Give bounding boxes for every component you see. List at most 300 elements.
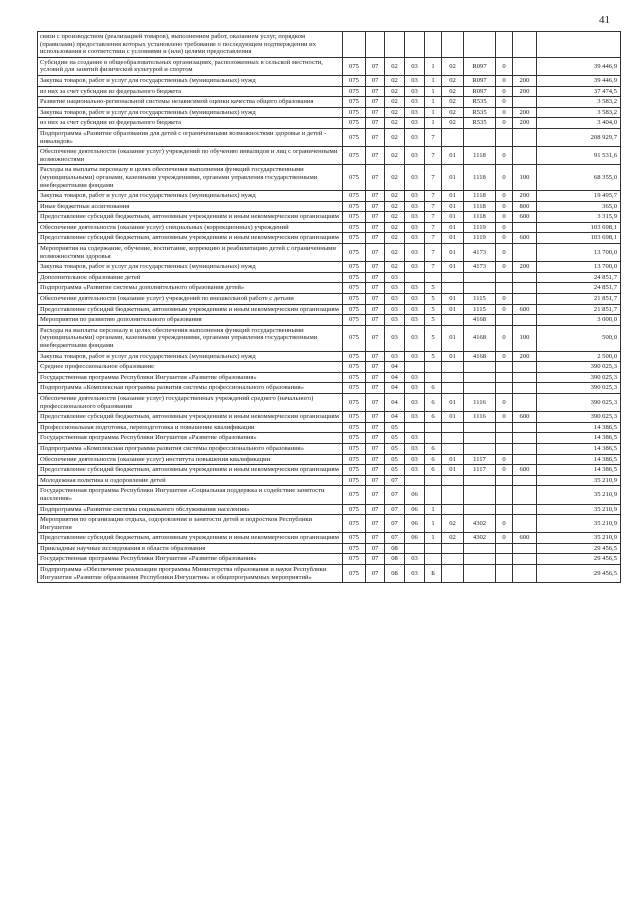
code-cell-c2: 07	[366, 362, 385, 373]
code-cell-c3: 02	[385, 97, 405, 108]
code-cell-c3: 02	[385, 212, 405, 223]
row-name: Субсидии на создание в общеобразовательных организациях, расположенных в сельской местности, условий для занятий физической культурой и спортом	[38, 57, 343, 75]
code-cell-c3: 03	[385, 294, 405, 305]
code-cell-c1: 075	[343, 543, 366, 554]
code-cell-c5	[425, 554, 442, 565]
code-cell-c1: 075	[343, 272, 366, 283]
table-row	[38, 294, 621, 305]
code-cell-c8	[496, 372, 513, 383]
code-cell-c2: 07	[366, 165, 385, 191]
code-cell-c7: 1117	[464, 454, 496, 465]
code-cell-c4: 03	[405, 233, 425, 244]
code-cell-c8: 0	[496, 57, 513, 75]
code-cell-c1: 075	[343, 283, 366, 294]
code-cell-c4: 03	[405, 97, 425, 108]
code-cell-c5: 6	[425, 443, 442, 454]
table-row	[38, 244, 621, 262]
code-cell-c6: 01	[442, 191, 464, 202]
code-cell-c8: 0	[496, 201, 513, 212]
code-cell-c6: 01	[442, 201, 464, 212]
code-cell-c2: 07	[366, 212, 385, 223]
code-cell-c7	[464, 543, 496, 554]
code-cell-c1: 075	[343, 475, 366, 486]
code-cell-c3: 04	[385, 383, 405, 394]
code-cell-c8: 0	[496, 75, 513, 86]
code-cell-c9: 200	[513, 191, 537, 202]
code-cell-c7: 4168	[464, 325, 496, 351]
amount-cell: 13 700,0	[537, 244, 621, 262]
code-cell-c8	[496, 32, 513, 58]
code-cell-c5: 6	[425, 465, 442, 476]
code-cell-c1: 075	[343, 107, 366, 118]
code-cell-c2: 07	[366, 443, 385, 454]
code-cell-c3: 03	[385, 325, 405, 351]
budget-table	[37, 31, 621, 583]
table-row	[38, 97, 621, 108]
code-cell-c6: 01	[442, 412, 464, 423]
code-cell-c3: 03	[385, 304, 405, 315]
code-cell-c4: 03	[405, 262, 425, 273]
code-cell-c2: 07	[366, 433, 385, 444]
code-cell-c9: 200	[513, 118, 537, 129]
code-cell-c9: 600	[513, 212, 537, 223]
code-cell-c3: 08	[385, 543, 405, 554]
code-cell-c1: 075	[343, 86, 366, 97]
amount-cell: 68 355,0	[537, 165, 621, 191]
code-cell-c4: 03	[405, 465, 425, 476]
code-cell-c4: 03	[405, 304, 425, 315]
code-cell-c7	[464, 32, 496, 58]
code-cell-c2: 07	[366, 128, 385, 146]
table-row	[38, 315, 621, 326]
code-cell-c3: 02	[385, 222, 405, 233]
row-name: Предоставление субсидий бюджетным, автономным учреждениям и иным некоммерческим организациям	[38, 533, 343, 544]
code-cell-c7: 1119	[464, 233, 496, 244]
code-cell-c9	[513, 504, 537, 515]
code-cell-c5: 6	[425, 454, 442, 465]
code-cell-c8: 0	[496, 262, 513, 273]
code-cell-c9: 200	[513, 107, 537, 118]
code-cell-c1: 075	[343, 315, 366, 326]
code-cell-c4	[405, 422, 425, 433]
code-cell-c6	[442, 433, 464, 444]
code-cell-c3: 05	[385, 443, 405, 454]
code-cell-c2: 07	[366, 86, 385, 97]
code-cell-c7: R097	[464, 86, 496, 97]
amount-cell: 35 210,9	[537, 533, 621, 544]
code-cell-c7: 1119	[464, 222, 496, 233]
code-cell-c4: 03	[405, 86, 425, 97]
code-cell-c6: 02	[442, 533, 464, 544]
code-cell-c6: 01	[442, 222, 464, 233]
row-name: Закупка товаров, работ и услуг для государственных (муниципальных) нужд	[38, 262, 343, 273]
code-cell-c6: 01	[442, 147, 464, 165]
row-name: Подпрограмма «Развитие образования для детей с ограниченными возможностями здоровья и детей - инвалидов»	[38, 128, 343, 146]
code-cell-c1: 075	[343, 372, 366, 383]
amount-cell: 24 851,7	[537, 272, 621, 283]
code-cell-c8	[496, 383, 513, 394]
code-cell-c3: 05	[385, 433, 405, 444]
code-cell-c5	[425, 362, 442, 373]
code-cell-c9	[513, 372, 537, 383]
row-name: Обеспечение деятельности (оказание услуг) института повышения квалификации	[38, 454, 343, 465]
code-cell-c9	[513, 128, 537, 146]
table-row	[38, 75, 621, 86]
row-name: Мероприятия на содержание, обучение, воспитание, коррекцию и реабилитацию детей с ограниченными возможностями здоровья	[38, 244, 343, 262]
code-cell-c4: 03	[405, 433, 425, 444]
code-cell-c8: 0	[496, 233, 513, 244]
code-cell-c5: 1	[425, 75, 442, 86]
code-cell-c6: 02	[442, 118, 464, 129]
code-cell-c5: 7	[425, 262, 442, 273]
code-cell-c7	[464, 422, 496, 433]
row-name: Подпрограмма «Комплексная программа развития системы профессионального образования»	[38, 383, 343, 394]
code-cell-c8	[496, 504, 513, 515]
code-cell-c7	[464, 443, 496, 454]
code-cell-c2: 07	[366, 465, 385, 476]
code-cell-c6	[442, 543, 464, 554]
code-cell-c3: 02	[385, 147, 405, 165]
code-cell-c3: 02	[385, 75, 405, 86]
code-cell-c6: 01	[442, 393, 464, 411]
code-cell-c2: 07	[366, 304, 385, 315]
code-cell-c7: 1115	[464, 294, 496, 305]
code-cell-c2: 07	[366, 118, 385, 129]
code-cell-c6	[442, 372, 464, 383]
code-cell-c4: 03	[405, 325, 425, 351]
row-name: Предоставление субсидий бюджетным, автономным учреждениям и иным некоммерческим организациям	[38, 304, 343, 315]
row-name: из них за счет субсидии из федерального бюджета	[38, 86, 343, 97]
code-cell-c2: 07	[366, 57, 385, 75]
table-row	[38, 475, 621, 486]
table-row	[38, 486, 621, 504]
table-row	[38, 422, 621, 433]
amount-cell: 500,0	[537, 325, 621, 351]
code-cell-c6	[442, 475, 464, 486]
row-name: Прикладные научные исследования в области образования	[38, 543, 343, 554]
code-cell-c9: 600	[513, 412, 537, 423]
code-cell-c9: 600	[513, 304, 537, 315]
code-cell-c2: 07	[366, 244, 385, 262]
code-cell-c5: 1	[425, 97, 442, 108]
amount-cell: 35 210,9	[537, 475, 621, 486]
amount-cell	[537, 32, 621, 58]
code-cell-c6	[442, 383, 464, 394]
code-cell-c2: 07	[366, 533, 385, 544]
code-cell-c5	[425, 543, 442, 554]
code-cell-c2: 07	[366, 412, 385, 423]
amount-cell: 390 025,3	[537, 383, 621, 394]
row-name: Закупка товаров, работ и услуг для государственных (муниципальных) нужд	[38, 107, 343, 118]
code-cell-c1: 075	[343, 533, 366, 544]
code-cell-c9	[513, 57, 537, 75]
code-cell-c6	[442, 422, 464, 433]
row-name: Подпрограмма «Обеспечение реализации программы Министерства образования и науки Республики Ингушетия «Развитие образования Республики Ингушетия» и общепрограммных мероприятий»	[38, 565, 343, 583]
code-cell-c2: 07	[366, 191, 385, 202]
code-cell-c7: 1118	[464, 212, 496, 223]
code-cell-c3: 04	[385, 412, 405, 423]
row-name: Подпрограмма «Развитие системы дополнительного образования детей»	[38, 283, 343, 294]
code-cell-c9: 200	[513, 262, 537, 273]
code-cell-c1: 075	[343, 325, 366, 351]
code-cell-c4: 03	[405, 565, 425, 583]
amount-cell: 29 456,5	[537, 565, 621, 583]
amount-cell: 24 851,7	[537, 283, 621, 294]
code-cell-c6: 01	[442, 165, 464, 191]
code-cell-c5: 6	[425, 412, 442, 423]
amount-cell: 35 210,9	[537, 486, 621, 504]
code-cell-c8: 0	[496, 465, 513, 476]
table-row	[38, 201, 621, 212]
code-cell-c2: 07	[366, 147, 385, 165]
code-cell-c1: 075	[343, 515, 366, 533]
code-cell-c7	[464, 372, 496, 383]
code-cell-c1: 075	[343, 393, 366, 411]
code-cell-c6: 01	[442, 465, 464, 476]
code-cell-c7: 1117	[464, 465, 496, 476]
code-cell-c1: 075	[343, 262, 366, 273]
code-cell-c6: 01	[442, 325, 464, 351]
code-cell-c8: 0	[496, 294, 513, 305]
row-name: Молодежная политика и оздоровление детей	[38, 475, 343, 486]
code-cell-c7	[464, 475, 496, 486]
code-cell-c2: 07	[366, 504, 385, 515]
code-cell-c8	[496, 283, 513, 294]
code-cell-c1: 075	[343, 486, 366, 504]
code-cell-c4: 06	[405, 486, 425, 504]
code-cell-c5	[425, 486, 442, 504]
table-row	[38, 543, 621, 554]
code-cell-c9: 600	[513, 465, 537, 476]
table-row	[38, 433, 621, 444]
code-cell-c7: 1118	[464, 165, 496, 191]
code-cell-c8: 0	[496, 244, 513, 262]
code-cell-c9	[513, 32, 537, 58]
code-cell-c9: 100	[513, 325, 537, 351]
row-name: Обеспечение деятельности (оказание услуг) учреждений по обучению инвалидов и лиц с ограниченными возможностями	[38, 147, 343, 165]
code-cell-c6: 02	[442, 75, 464, 86]
code-cell-c8	[496, 128, 513, 146]
code-cell-c8	[496, 543, 513, 554]
code-cell-c4: 06	[405, 533, 425, 544]
code-cell-c3: 07	[385, 515, 405, 533]
code-cell-c6	[442, 315, 464, 326]
amount-cell: 29 456,5	[537, 554, 621, 565]
code-cell-c3: 02	[385, 165, 405, 191]
code-cell-c4: 03	[405, 57, 425, 75]
code-cell-c2: 07	[366, 107, 385, 118]
code-cell-c5: 7	[425, 222, 442, 233]
code-cell-c4: 03	[405, 75, 425, 86]
code-cell-c7	[464, 383, 496, 394]
table-row	[38, 351, 621, 362]
code-cell-c7: 1118	[464, 191, 496, 202]
code-cell-c9: 800	[513, 201, 537, 212]
code-cell-c6: 01	[442, 212, 464, 223]
code-cell-c4: 03	[405, 443, 425, 454]
code-cell-c3: 07	[385, 533, 405, 544]
code-cell-c1: 075	[343, 233, 366, 244]
code-cell-c8: 0	[496, 118, 513, 129]
row-name: Расходы на выплаты персоналу в целях обеспечения выполнения функций государственными (муниципальными) органами, казенными учреждениями, органами управления государственными внебюджетными фондами	[38, 325, 343, 351]
code-cell-c1: 075	[343, 165, 366, 191]
code-cell-c9: 200	[513, 75, 537, 86]
code-cell-c3: 02	[385, 57, 405, 75]
table-row	[38, 262, 621, 273]
code-cell-c9	[513, 222, 537, 233]
code-cell-c4: 03	[405, 283, 425, 294]
code-cell-c7: 1118	[464, 147, 496, 165]
code-cell-c8	[496, 422, 513, 433]
code-cell-c1: 075	[343, 554, 366, 565]
amount-cell: 39 446,9	[537, 75, 621, 86]
code-cell-c2: 07	[366, 283, 385, 294]
code-cell-c2: 07	[366, 475, 385, 486]
code-cell-c7	[464, 362, 496, 373]
table-row	[38, 412, 621, 423]
code-cell-c8	[496, 443, 513, 454]
code-cell-c3: 05	[385, 454, 405, 465]
code-cell-c9	[513, 244, 537, 262]
code-cell-c8: 0	[496, 515, 513, 533]
code-cell-c3: 04	[385, 393, 405, 411]
code-cell-c1: 075	[343, 118, 366, 129]
code-cell-c5: 7	[425, 233, 442, 244]
code-cell-c5: 1	[425, 57, 442, 75]
code-cell-c1: 075	[343, 465, 366, 476]
code-cell-c7: 4302	[464, 515, 496, 533]
code-cell-c1: 075	[343, 147, 366, 165]
code-cell-c5: 1	[425, 533, 442, 544]
code-cell-c7: 1116	[464, 393, 496, 411]
code-cell-c7	[464, 554, 496, 565]
code-cell-c6: 01	[442, 244, 464, 262]
row-name: Обеспечение деятельности (оказание услуг) учреждений по внешкольной работе с детьми	[38, 294, 343, 305]
code-cell-c5: 1	[425, 86, 442, 97]
row-name: Расходы на выплаты персоналу в целях обеспечения выполнения функций государственными (муниципальными) органами, казенными учреждениями, органами управления государственными внебюджетными фондами	[38, 165, 343, 191]
code-cell-c9	[513, 543, 537, 554]
code-cell-c1: 075	[343, 433, 366, 444]
table-row	[38, 304, 621, 315]
table-row	[38, 212, 621, 223]
code-cell-c9: 200	[513, 351, 537, 362]
code-cell-c1: 075	[343, 212, 366, 223]
code-cell-c6	[442, 504, 464, 515]
code-cell-c4: 03	[405, 165, 425, 191]
amount-cell: 390 025,3	[537, 362, 621, 373]
code-cell-c7: 1115	[464, 304, 496, 315]
code-cell-c7	[464, 486, 496, 504]
code-cell-c9	[513, 422, 537, 433]
code-cell-c5: 1	[425, 515, 442, 533]
amount-cell: 91 531,6	[537, 147, 621, 165]
amount-cell: 3 404,0	[537, 118, 621, 129]
code-cell-c4: 03	[405, 212, 425, 223]
code-cell-c8: 0	[496, 86, 513, 97]
amount-cell: 103 698,1	[537, 233, 621, 244]
table-row	[38, 383, 621, 394]
code-cell-c9	[513, 486, 537, 504]
code-cell-c9: 200	[513, 86, 537, 97]
row-name: Профессиональная подготовка, переподготовка и повышение квалификации	[38, 422, 343, 433]
code-cell-c2: 07	[366, 565, 385, 583]
amount-cell: 3 583,2	[537, 97, 621, 108]
code-cell-c1	[343, 32, 366, 58]
row-name: Предоставление субсидий бюджетным, автономным учреждениям и иным некоммерческим организациям	[38, 212, 343, 223]
code-cell-c6: 01	[442, 294, 464, 305]
code-cell-c1: 075	[343, 412, 366, 423]
table-row	[38, 191, 621, 202]
row-name: Государственная программа Республики Ингушетия «Развитие образования»	[38, 372, 343, 383]
code-cell-c5	[425, 272, 442, 283]
code-cell-c4	[405, 272, 425, 283]
row-name: Подпрограмма «Развитие системы социального обслуживания населения»	[38, 504, 343, 515]
code-cell-c7: 1116	[464, 412, 496, 423]
code-cell-c2: 07	[366, 554, 385, 565]
code-cell-c3: 02	[385, 244, 405, 262]
row-name: Иные бюджетные ассигнования	[38, 201, 343, 212]
table-row	[38, 454, 621, 465]
code-cell-c2: 07	[366, 372, 385, 383]
code-cell-c9	[513, 383, 537, 394]
code-cell-c5	[425, 372, 442, 383]
code-cell-c9	[513, 362, 537, 373]
code-cell-c6: 01	[442, 304, 464, 315]
code-cell-c4: 03	[405, 118, 425, 129]
code-cell-c3: 02	[385, 201, 405, 212]
code-cell-c1: 075	[343, 75, 366, 86]
code-cell-c5	[425, 422, 442, 433]
code-cell-c1: 075	[343, 191, 366, 202]
amount-cell: 14 386,5	[537, 433, 621, 444]
code-cell-c9	[513, 443, 537, 454]
code-cell-c2: 07	[366, 393, 385, 411]
code-cell-c4: 03	[405, 107, 425, 118]
table-row	[38, 107, 621, 118]
code-cell-c3: 02	[385, 262, 405, 273]
code-cell-c5: 7	[425, 191, 442, 202]
code-cell-c5: 7	[425, 201, 442, 212]
code-cell-c6	[442, 443, 464, 454]
code-cell-c5: 5	[425, 315, 442, 326]
code-cell-c4: 06	[405, 504, 425, 515]
code-cell-c6: 01	[442, 454, 464, 465]
code-cell-c6	[442, 486, 464, 504]
code-cell-c4: 03	[405, 191, 425, 202]
code-cell-c8	[496, 362, 513, 373]
amount-cell: 35 210,9	[537, 504, 621, 515]
code-cell-c4: 03	[405, 383, 425, 394]
code-cell-c3: 05	[385, 422, 405, 433]
code-cell-c4: 03	[405, 128, 425, 146]
code-cell-c3: 02	[385, 128, 405, 146]
row-name: Подпрограмма «Комплексная программа развития системы профессионального образования»	[38, 443, 343, 454]
code-cell-c7: 4168	[464, 351, 496, 362]
code-cell-c8: 0	[496, 212, 513, 223]
code-cell-c9	[513, 272, 537, 283]
row-name: из них за счет субсидии из федерального бюджета	[38, 118, 343, 129]
code-cell-c7: 4173	[464, 262, 496, 273]
code-cell-c8: 0	[496, 393, 513, 411]
code-cell-c9	[513, 147, 537, 165]
code-cell-c8: 0	[496, 147, 513, 165]
code-cell-c6: 01	[442, 351, 464, 362]
amount-cell: 13 700,0	[537, 262, 621, 273]
code-cell-c2: 07	[366, 383, 385, 394]
amount-cell: 365,0	[537, 201, 621, 212]
code-cell-c6: 02	[442, 107, 464, 118]
row-name: Предоставление субсидий бюджетным, автономным учреждениям и иным некоммерческим организациям	[38, 412, 343, 423]
